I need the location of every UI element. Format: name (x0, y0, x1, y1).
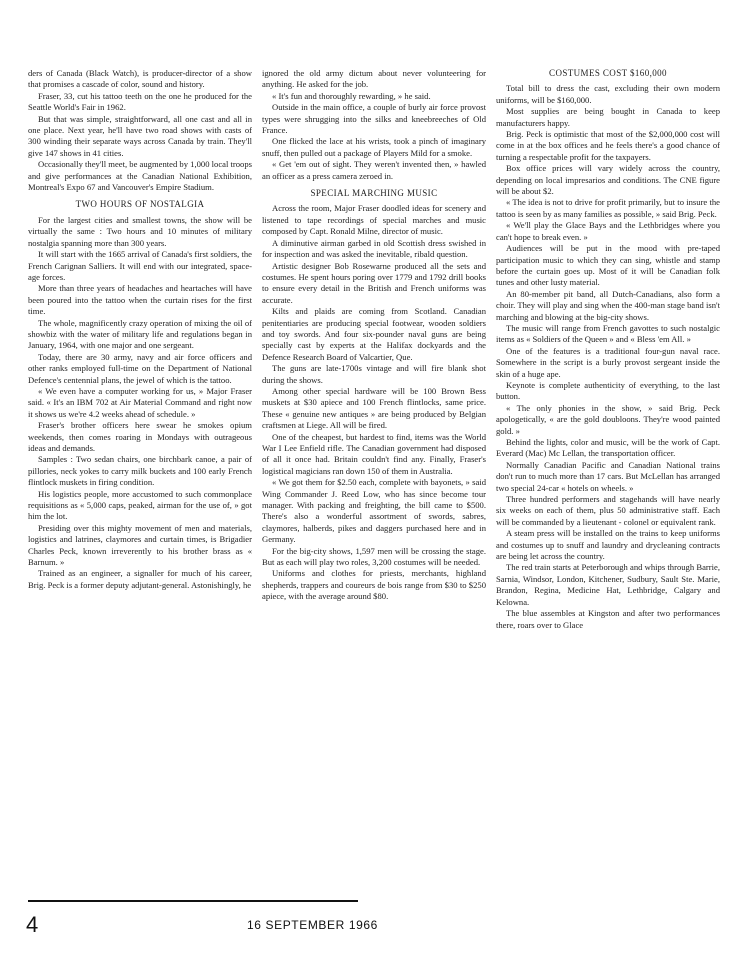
paragraph: Artistic designer Bob Rosewarne produced all the sets and costumes. He spent hours poring over 1779 and 1792 drill books to ensure every detail in the British and French uniforms was accurate. (262, 260, 486, 305)
paragraph: Outside in the main office, a couple of burly air force provost types were shrugging into the silks and kneebreeches of Old France. (262, 102, 486, 136)
paragraph: Normally Canadian Pacific and Canadian National trains don't run to much more than 17 cars. But McLellan has arranged two special 24-car « hotels on wheels. » (496, 459, 720, 493)
section-heading: TWO HOURS OF NOSTALGIA (75, 199, 205, 210)
paragraph: Behind the lights, color and music, will be the work of Capt. Everard (Mac) Mc Lellan, the transportation officer. (496, 437, 720, 459)
paragraph: More than three years of headaches and heartaches will have been poured into the tattoo when the curtain rises for the first time. (28, 283, 252, 317)
paragraph: ders of Canada (Black Watch), is producer-director of a show that promises a cascade of color, sound and history. (28, 68, 252, 90)
paragraph: « The idea is not to drive for profit primarily, but to insure the tattoo is seen by as many families as possible, » said Brig. Peck. (496, 197, 720, 219)
paragraph: One of the cheapest, but hardest to find, items was the World War I Lee Enfield rifle. The Canadian government had disposed of all it once had. Britain couldn't find any. Finally, Fraser's logistical magicians ran down 150 of them in Australia. (262, 431, 486, 476)
paragraph: A steam press will be installed on the trains to keep uniforms and costumes up to snuff and laundry and drycleaning contracts are being let across the country. (496, 528, 720, 562)
paragraph: For the largest cities and smallest towns, the show will be virtually the same : Two hours and 10 minutes of military nostalgia spanning more than 300 years. (28, 214, 252, 248)
page-number: 4 (26, 912, 39, 937)
paragraph: The blue assembles at Kingston and after two performances there, roars over to Glace (496, 608, 720, 630)
paragraph: « It's fun and thoroughly rewarding, » he said. (272, 90, 431, 101)
paragraph: Presiding over this mighty movement of men and materials, logistics and latrines, claymores and curtain times, is Brigadier Charles Peck, known irreverently to his brother brass as « Barnum. » (28, 522, 252, 568)
paragraph: Keynote is complete authenticity of everything, to the last button. (496, 379, 720, 402)
paragraph: Audiences will be put in the mood with pre-taped participation music to which they can sing, whistle and stamp before the curtain goes up. Most of it will be Canadian folk tunes and other lusty material. (496, 243, 720, 288)
paragraph: Samples : Two sedan chairs, one birchbark canoe, a pair of pillories, neck yokes to carry milk buckets and 100 early French flintlock muskets in firing condition. (28, 454, 252, 488)
paragraph: The red train starts at Peterborough and whips through Barrie, Sarnia, Windsor, London, Kitchener, Sudbury, Sault Ste. Marie, Brandon, Regina, Medicine Hat, Lethbridge, Calgary and Kelowna. (496, 562, 720, 607)
paragraph: The guns are late-1700s vintage and will fire blank shot during the shows. (262, 363, 486, 385)
paragraph: « We'll play the Glace Bays and the Lethbridges where you can't hope to break even. » (496, 220, 720, 242)
paragraph: Fraser's brother officers here swear he smokes opium weekends, then comes roaring in Mondays with outrageous ideas and demands. (28, 420, 252, 453)
footer-rule (28, 900, 358, 902)
paragraph: « Get 'em out of sight. They weren't invented then, » hawled an officer as a press camera zeroed in. (262, 159, 486, 181)
paragraph: « The only phonies in the show, » said Brig. Peck apologetically, « are the gold doubloons. They're wood painted gold. » (496, 402, 720, 436)
paragraph: An 80-member pit band, all Dutch-Canadians, also form a choir. They will play and sing when the 400-man stage band isn't marching and blowing at the big-city shows. (496, 288, 720, 322)
section-heading: COSTUMES COST $160,000 (549, 68, 667, 78)
paragraph: « We got them for $2.50 each, complete with bayonets, » said Wing Commander J. Reed Low, who has since become tour manager. With packing and freighting, the bill came to $500. There's also a wonderful assortment of swords, sabres, claymores, halberds, pikes and daggers purchased here and in Germany. (262, 477, 486, 545)
paragraph: One of the features is a traditional four-gun naval race. Somewhere in the script is a burly provost sergeant inside the skin of a huge ape. (496, 345, 720, 379)
paragraph: Kilts and plaids are coming from Scotland. Canadian penitentiaries are producing special footwear, wooden soldiers and toy swords. And four six-pounder naval guns are being specially cast by experts at the Halifax dockyards and the Defence Research Board of Valcartier, Que. (262, 306, 486, 362)
article-column-1 (28, 68, 252, 591)
paragraph: Brig. Peck is optimistic that most of the $2,000,000 cost will come in at the box offices and he feels there's a good chance of turning a respectable profit for the taxpayers. (496, 129, 720, 162)
paragraph: A diminutive airman garbed in old Scottish dress swished in for inspection and was asked the inevitable, ribald question. (262, 237, 486, 260)
paragraph: For the big-city shows, 1,597 men will be crossing the stage. But as each will play two roles, 3,200 costumes will be needed. (262, 545, 486, 568)
paragraph: The whole, magnificently crazy operation of mixing the oil of showbiz with the water of military life and regulations began in January, 1964, with one major and one sergeant. (28, 317, 252, 351)
paragraph: One flicked the lace at his wrists, took a pinch of imaginary snuff, then pulled out a package of Players Mild for a smoke. (262, 136, 486, 158)
paragraph: Three hundred performers and stagehands will have nearly six weeks on each of them, plus 50 administrative staff. Each will be commanded by a lieutenant - colonel or equivalent rank. (496, 494, 720, 527)
paragraph: Across the room, Major Fraser doodled ideas for scenery and listened to tape recordings of special marches and music composed by Capt. Ronald Milne, director of music. (262, 203, 486, 237)
paragraph: Uniforms and clothes for priests, merchants, highland shepherds, trappers and coureurs de bois range from $30 to $250 apiece, with the average around $80. (262, 568, 486, 602)
paragraph: Trained as an engineer, a signaller for much of his career, Brig. Peck is a former deputy adjutant-general. Astonishingly, he (28, 568, 252, 590)
paragraph: Most supplies are being bought in Canada to keep manufacturers happy. (496, 106, 720, 128)
issue-date: 16 SEPTEMBER 1966 (247, 918, 378, 932)
article-column-2 (262, 68, 486, 603)
paragraph: Total bill to dress the cast, excluding their own modern uniforms, will be $160,000. (496, 83, 720, 105)
paragraph: ignored the old army dictum about never volunteering for anything. He asked for the job. (262, 68, 486, 90)
paragraph: Among other special hardware will be 100 Brown Bess muskets at $30 apiece and 100 French flintlocks, same price. These « genuine new antiques » are being produced by Belgian craftsmen at Liege. All will be fired. (262, 385, 486, 431)
paragraph: Occasionally they'll meet, be augmented by 1,000 local troops and give performances at the Canadian National Exhibition, Montreal's Expo 67 and Vancouver's Empire Stadium. (28, 159, 252, 193)
paragraph: Today, there are 30 army, navy and air force officers and other ranks employed full-time on the Department of National Defence's centennial plans, the jewel of which is the tattoo. (28, 351, 252, 385)
paragraph: Fraser, 33, cut his tattoo teeth on the one he produced for the Seattle World's Fair in 1962. (28, 90, 252, 113)
section-heading: SPECIAL MARCHING MUSIC (310, 188, 438, 199)
article-column-3 (496, 68, 720, 631)
paragraph: His logistics people, more accustomed to such commonplace requisitions as « 5,000 caps, peaked, airman for the use of, » got him the lot. (28, 488, 252, 522)
paragraph: It will start with the 1665 arrival of Canada's first soldiers, the French Carignan Salliers. It will end with our integrated, space-age forces. (28, 249, 252, 282)
paragraph: Box office prices will vary widely across the country, depending on local impresarios and conditions. The CNE figure will be about $2. (496, 163, 720, 197)
paragraph: But that was simple, straightforward, all one cast and all in one place. Next year, he'll have two road shows with casts of 300 winding their separate ways across Canada by train. They'll give 147 shows in 41 cities. (28, 113, 252, 158)
paragraph: The music will range from French gavottes to such nostalgic items as « Soldiers of the Queen » and « Bless 'em All. » (496, 322, 720, 345)
paragraph: « We even have a computer working for us, » Major Fraser said. « It's an IBM 702 at Air Material Command and right now it shows us we're 4.2 weeks ahead of schedule. » (28, 385, 252, 419)
